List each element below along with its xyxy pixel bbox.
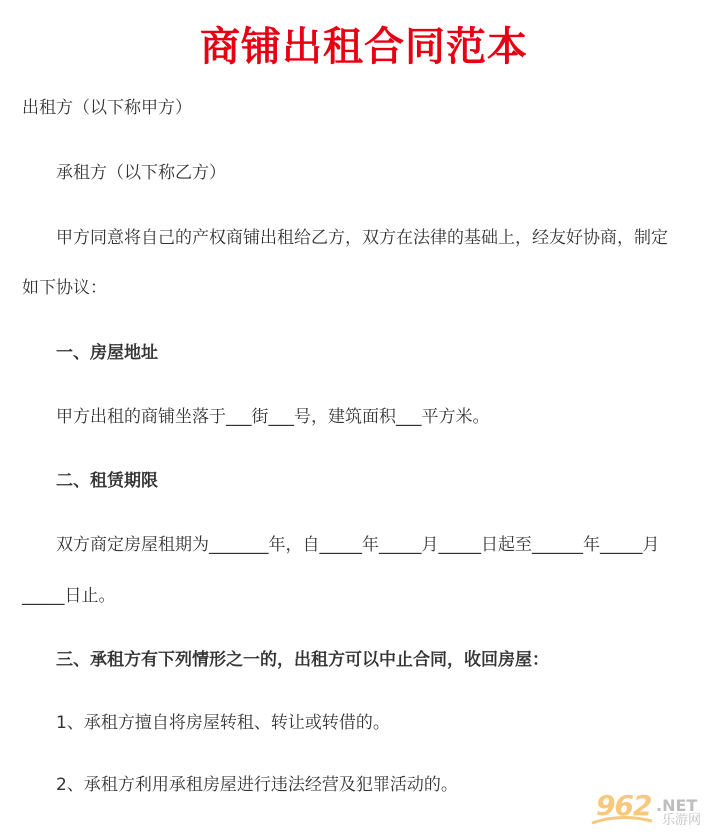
intro-line-2: 如下协议： <box>22 278 107 298</box>
watermark-number: 962 <box>596 789 652 822</box>
section1-text: 甲方出租的商铺坐落于___街___号，建筑面积___平方米。 <box>56 407 490 427</box>
intro-line-1: 甲方同意将自己的产权商铺出租给乙方，双方在法律的基础上，经友好协商，制定 <box>56 228 668 248</box>
watermark-cn-name: 乐游网 <box>662 813 702 828</box>
section3-item-2: 2、承租方利用承租房屋进行违法经营及犯罪活动的。 <box>56 775 458 795</box>
section1-heading: 一、房屋地址 <box>56 343 158 363</box>
section2-text-1: 双方商定房屋租期为_______年，自_____年_____月_____日起至______年_____月 <box>56 535 660 555</box>
section2-heading: 二、租赁期限 <box>56 471 158 491</box>
watermark-domain: .NET <box>656 796 698 815</box>
lessor-line: 出租方（以下称甲方） <box>22 98 192 118</box>
document-title: 商铺出租合同范本 <box>200 24 528 70</box>
section2-text-2: _____日止。 <box>22 586 116 606</box>
site-watermark <box>590 791 722 831</box>
lessee-line: 承租方（以下称乙方） <box>56 163 226 183</box>
section3-item-1: 1、承租方擅自将房屋转租、转让或转借的。 <box>56 713 390 733</box>
section3-heading: 三、承租方有下列情形之一的，出租方可以中止合同，收回房屋： <box>56 650 549 670</box>
